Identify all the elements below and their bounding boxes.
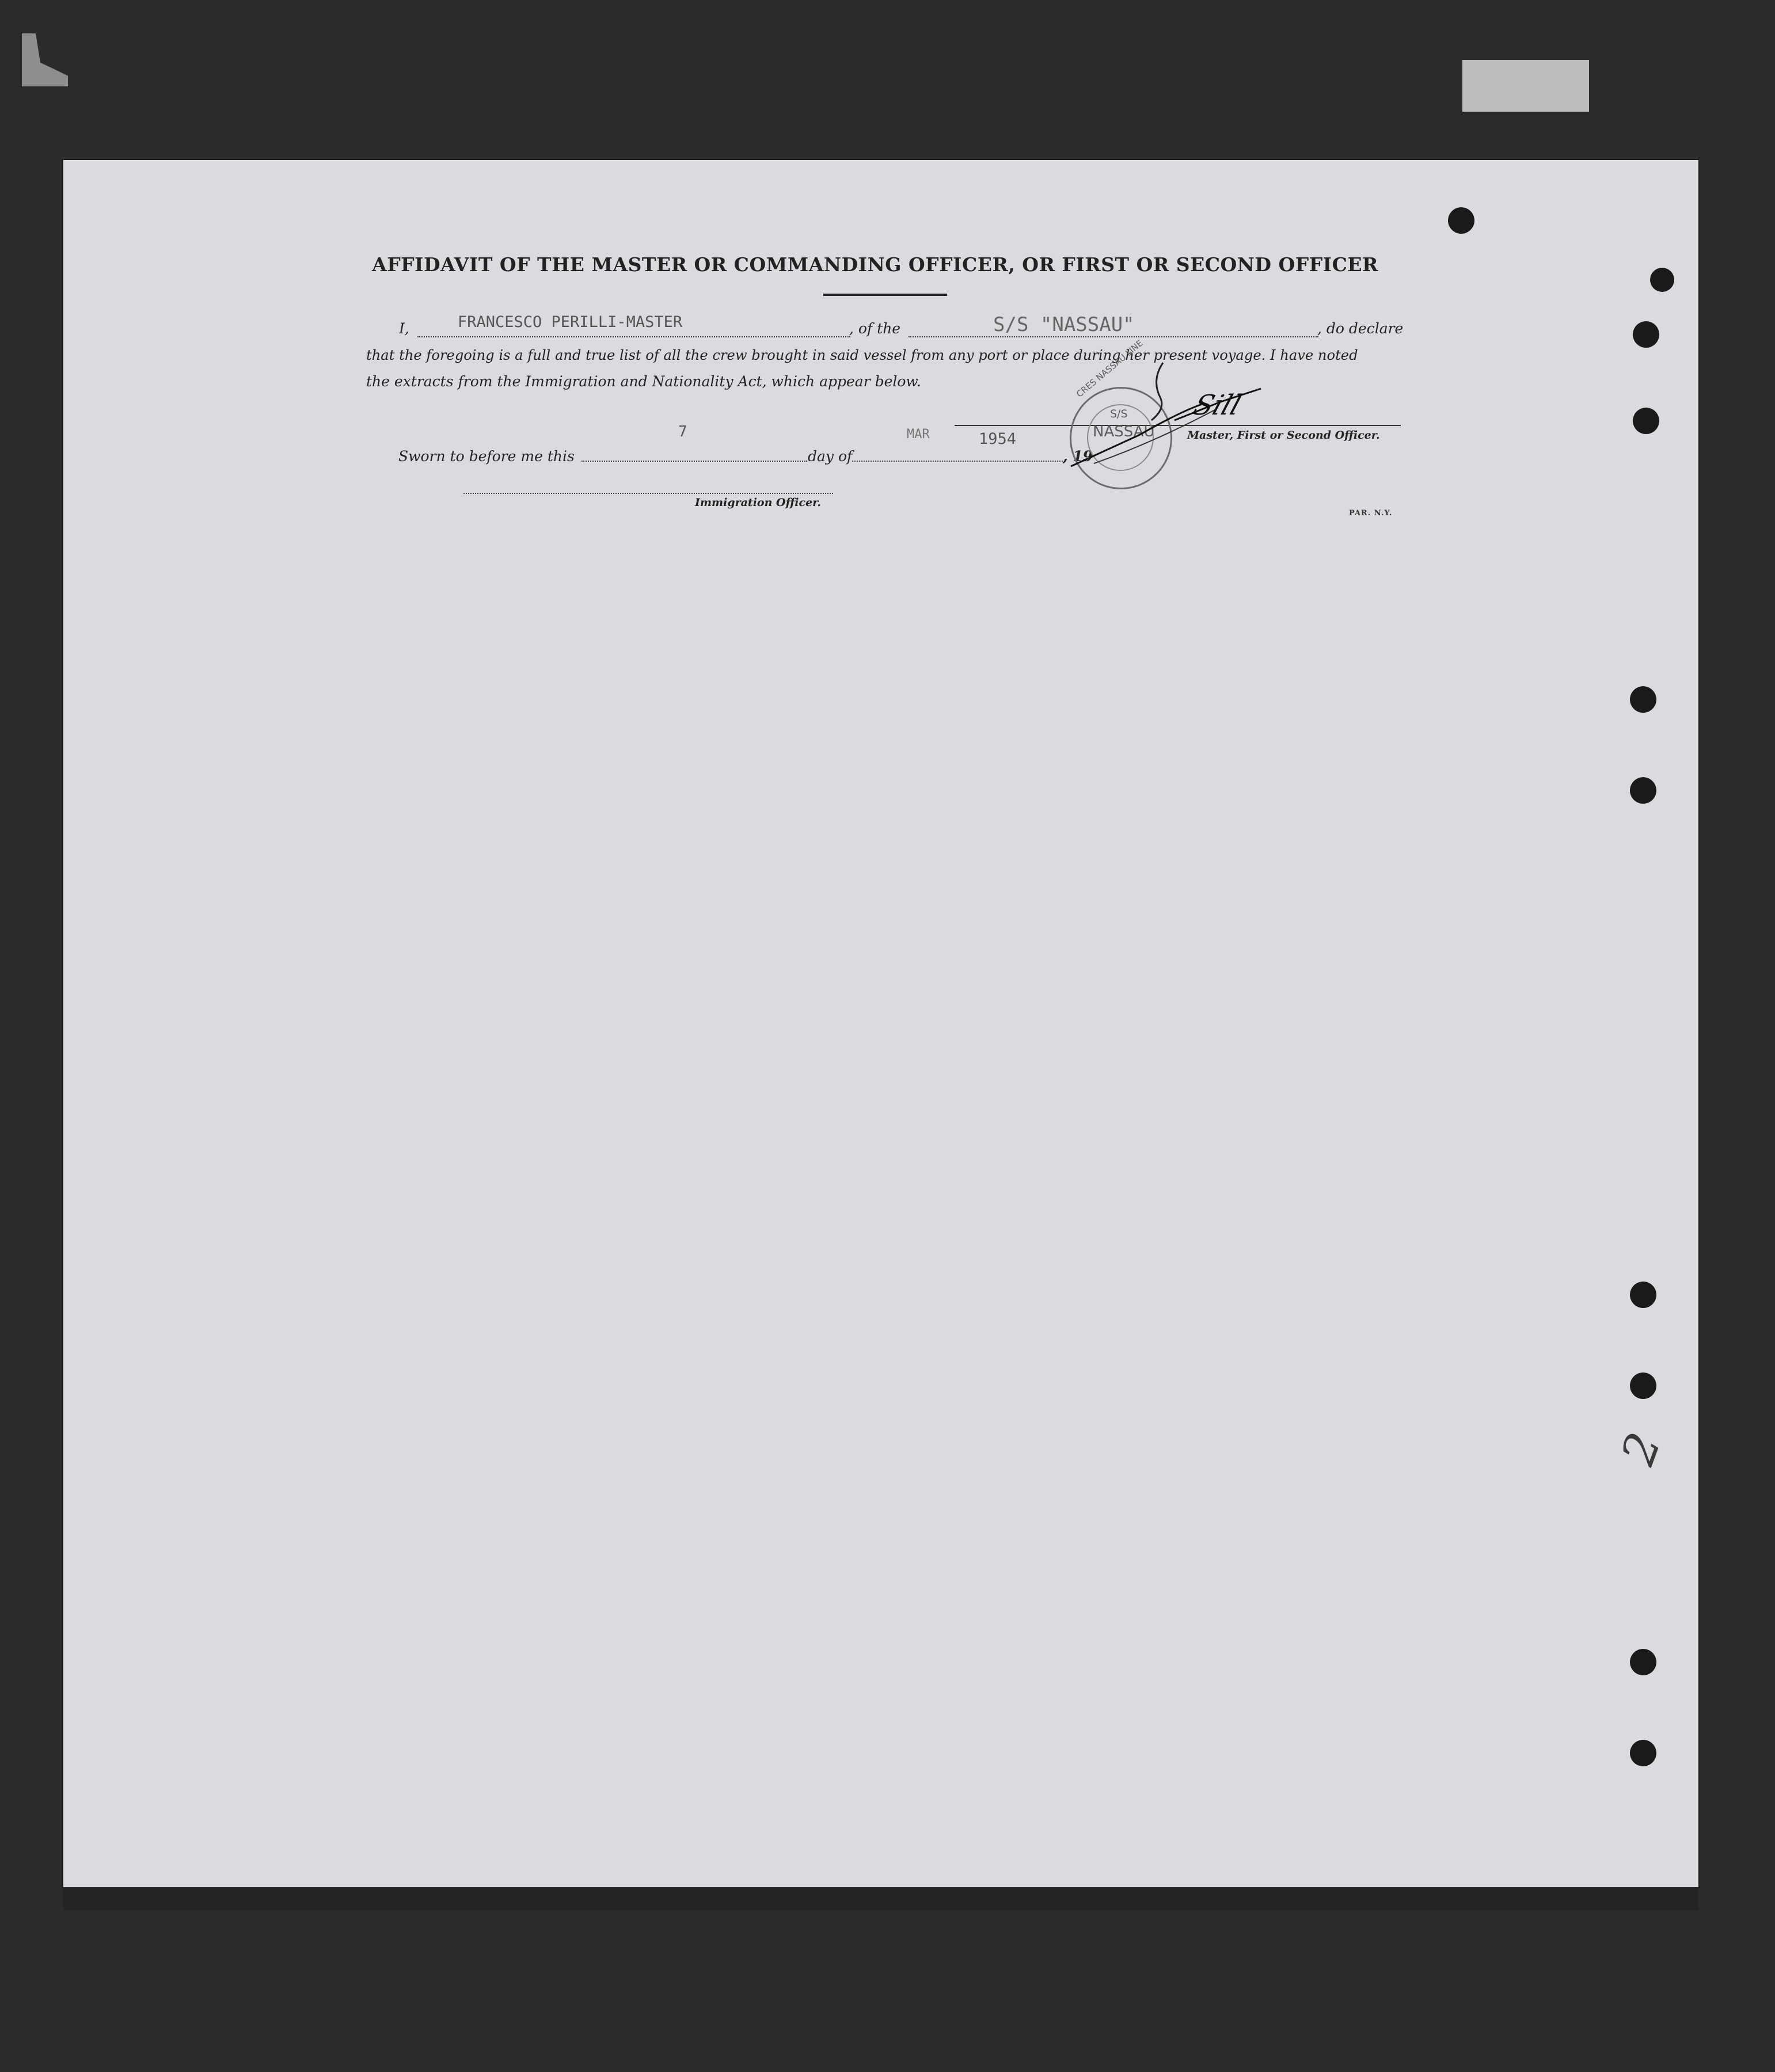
form-code: PAR. N.Y.: [1349, 509, 1393, 518]
handwritten-signature-text: Sill: [1189, 389, 1246, 421]
of-the-label: , of the: [849, 320, 901, 337]
affidavit-title: AFFIDAVIT OF THE MASTER OR COMMANDING OFFICER, OR FIRST OR SECOND OFFICER: [372, 253, 1378, 276]
master-name-line: [417, 336, 850, 337]
master-name-field: FRANCESCO PERILLI-MASTER: [458, 313, 683, 331]
stamp-center-top: S/S: [1110, 408, 1128, 420]
do-declare-label: , do declare: [1317, 320, 1404, 337]
page-bottom-edge: [63, 1887, 1698, 1910]
day-of-label: day of: [808, 448, 853, 465]
punch-hole: [1650, 268, 1674, 292]
sworn-day-value: 7: [678, 423, 687, 440]
margin-page-mark: 2: [1611, 1425, 1671, 1472]
punch-hole: [1630, 1282, 1656, 1308]
punch-hole: [1630, 686, 1656, 713]
film-label-tab: [1462, 60, 1589, 112]
punch-hole: [1630, 1740, 1656, 1766]
immigration-officer-label: Immigration Officer.: [695, 496, 822, 509]
declaration-prefix: I,: [399, 320, 409, 337]
declaration-text-line3: the extracts from the Immigration and Nationality Act, which appear below.: [366, 373, 921, 390]
signature-label: Master, First or Second Officer.: [1187, 429, 1380, 442]
handwritten-signature: [1065, 357, 1284, 472]
document-page: [63, 160, 1698, 1887]
punch-hole: [1630, 777, 1656, 804]
immigration-officer-line: [463, 493, 833, 494]
film-corner-tab: [22, 33, 68, 86]
sworn-day-line: [581, 461, 807, 462]
sworn-month-line: [852, 461, 1065, 462]
stamp-center-name: NASSAU: [1093, 423, 1155, 440]
sworn-prefix-label: Sworn to before me this: [398, 448, 575, 465]
vessel-name-field: S/S "NASSAU": [993, 313, 1135, 336]
punch-hole: [1630, 1649, 1656, 1675]
punch-hole: [1633, 408, 1659, 434]
punch-hole: [1633, 321, 1659, 348]
sworn-year-value: 1954: [979, 430, 1017, 448]
sworn-month-value: MAR: [907, 427, 930, 442]
declaration-text-line2: that the foregoing is a full and true list of all the crew brought in said vessel from any port or place during her present voyage. I have noted: [366, 347, 1358, 363]
title-underline: [823, 294, 947, 296]
vessel-name-line: [909, 336, 1318, 337]
punch-hole: [1630, 1373, 1656, 1399]
year-prefix-label: , 19: [1063, 448, 1093, 465]
punch-hole: [1448, 207, 1474, 234]
stamp-ring-text: CRES NASSAU LINE: [1074, 337, 1145, 400]
